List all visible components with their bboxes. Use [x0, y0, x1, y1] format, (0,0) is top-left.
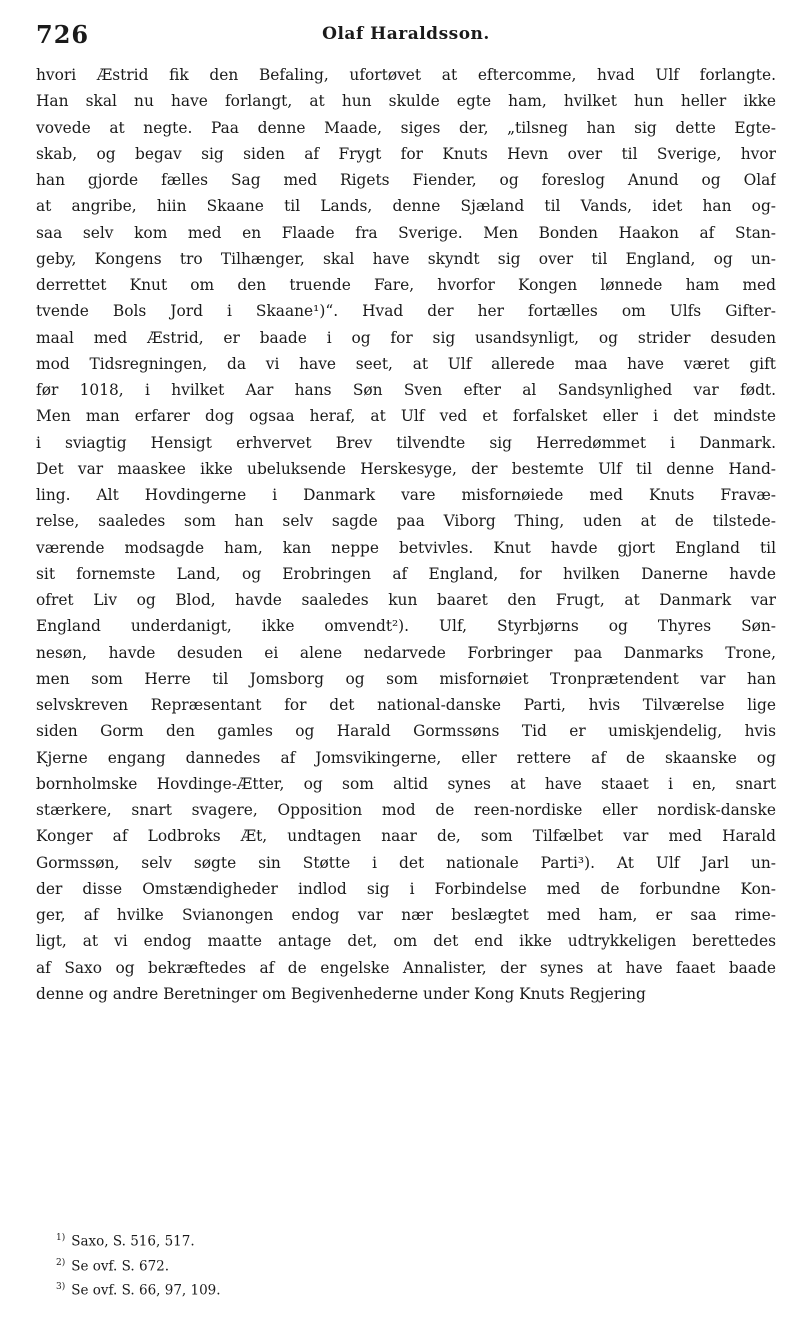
- footnote: [56, 1228, 756, 1253]
- footnote-text: Se ovf. S. 66, 97, 109.: [71, 1282, 221, 1299]
- text-line: relse, saaledes som han selv sagde paa Viborg Thing, uden at de tilstede-: [36, 512, 776, 531]
- running-head: Olaf Haraldsson.: [322, 24, 490, 44]
- text-line: hvori Æstrid fik den Befaling, ufortøvet at eftercomme, hvad Ulf forlangte.: [36, 66, 776, 84]
- text-line: Det var maaskee ikke ubeluksende Herskesyge, der bestemte Ulf til denne Hand-: [36, 459, 776, 478]
- text-line: saa selv kom med en Flaade fra Sverige. Men Bonden Haakon af Stan-: [36, 223, 776, 242]
- text-line: bornholmske Hovdinge-Ætter, og som altid synes at have staaet i en, snart: [36, 774, 776, 793]
- text-line: mod Tidsregningen, da vi have seet, at Ulf allerede maa have været gift: [36, 354, 776, 373]
- text-line: der disse Omstændigheder indlod sig i Forbindelse med de forbundne Kon-: [36, 879, 776, 898]
- text-line: ligt, at vi endog maatte antage det, om det end ikke udtrykkeligen berettedes: [36, 932, 776, 951]
- footnote: [56, 1253, 756, 1278]
- text-line: selvskreven Repræsentant for det national-danske Parti, hvis Tilværelse lige: [36, 696, 776, 714]
- text-line: derrettet Knut om den truende Fare, hvorfor Kongen lønnede ham med: [36, 276, 776, 294]
- text-line: Han skal nu have forlangt, at hun skulde egte ham, hvilket hun heller ikke: [36, 92, 776, 111]
- text-line: geby, Kongens tro Tilhænger, skal have skyndt sig over til England, og un-: [36, 249, 776, 268]
- text-line: ger, af hvilke Svianongen endog var nær beslægtet med ham, er saa rime-: [36, 906, 776, 924]
- text-line: værende modsagde ham, kan neppe betvivles. Knut havde gjort England til: [36, 538, 776, 557]
- text-line: tvende Bols Jord i Skaane¹)“. Hvad der her fortælles om Ulfs Gifter-: [36, 302, 776, 321]
- text-line: af Saxo og bekræftedes af de engelske Annalister, der synes at have faaet baade: [36, 958, 776, 977]
- text-line: i sviagtig Hensigt erhvervet Brev tilvendte sig Herredømmet i Danmark.: [36, 433, 776, 452]
- text-line: Kjerne engang dannedes af Jomsvikingerne, eller rettere af de skaanske og: [36, 748, 776, 767]
- footnote-mark: 2): [56, 1257, 66, 1268]
- footnote: [56, 1277, 756, 1302]
- page-number: 726: [36, 20, 90, 49]
- body-text: [36, 62, 776, 1007]
- text-line: at angribe, hiin Skaane til Lands, denne Sjæland til Vands, idet han og-: [36, 197, 776, 216]
- page-header: [36, 20, 776, 52]
- footnote-mark: 3): [56, 1282, 66, 1292]
- text-line: siden Gorm den gamles og Harald Gormssøns Tid er umiskjendelig, hvis: [36, 722, 776, 741]
- text-line: denne og andre Beretninger om Begivenhederne under Kong Knuts Regjering: [36, 984, 646, 1003]
- text-line: ling. Alt Hovdingerne i Danmark vare misfornøiede med Knuts Fravæ-: [36, 486, 776, 504]
- text-line: stærkere, snart svagere, Opposition mod de reen-nordiske eller nordisk-danske: [36, 801, 776, 819]
- text-line: sit fornemste Land, og Erobringen af England, for hvilken Danerne havde: [36, 564, 776, 583]
- footnotes: [56, 1228, 756, 1302]
- text-line: Men man erfarer dog ogsaa heraf, at Ulf ved et forfalsket eller i det mindste: [36, 407, 776, 426]
- text-line: nesøn, havde desuden ei alene nedarvede Forbringer paa Danmarks Trone,: [36, 643, 776, 662]
- text-line: maal med Æstrid, er baade i og for sig usandsynligt, og strider desuden: [36, 328, 776, 347]
- text-line: Konger af Lodbroks Æt, undtagen naar de, som Tilfælbet var med Harald: [36, 827, 776, 846]
- footnote-text: Se ovf. S. 672.: [71, 1258, 170, 1274]
- text-line: skab, og begav sig siden af Frygt for Knuts Hevn over til Sverige, hvor: [36, 144, 776, 163]
- text-line: men som Herre til Jomsborg og som misfornøiet Tronprætendent var han: [36, 669, 776, 688]
- text-line: før 1018, i hvilket Aar hans Søn Sven efter al Sandsynlighed var født.: [36, 381, 776, 399]
- text-line: han gjorde fælles Sag med Rigets Fiender, og foreslog Anund og Olaf: [36, 171, 776, 189]
- footnote-text: Saxo, S. 516, 517.: [71, 1233, 195, 1250]
- text-line: vovede at negte. Paa denne Maade, siges der, „tilsneg han sig dette Egte-: [36, 118, 776, 137]
- footnote-mark: 1): [56, 1233, 66, 1243]
- text-line: England underdanigt, ikke omvendt²). Ulf, Styrbjørns og Thyres Søn-: [36, 617, 776, 636]
- text-line: ofret Liv og Blod, havde saaledes kun baaret den Frugt, at Danmark var: [36, 591, 776, 609]
- text-line: Gormssøn, selv søgte sin Støtte i det nationale Parti³). At Ulf Jarl un-: [36, 853, 776, 872]
